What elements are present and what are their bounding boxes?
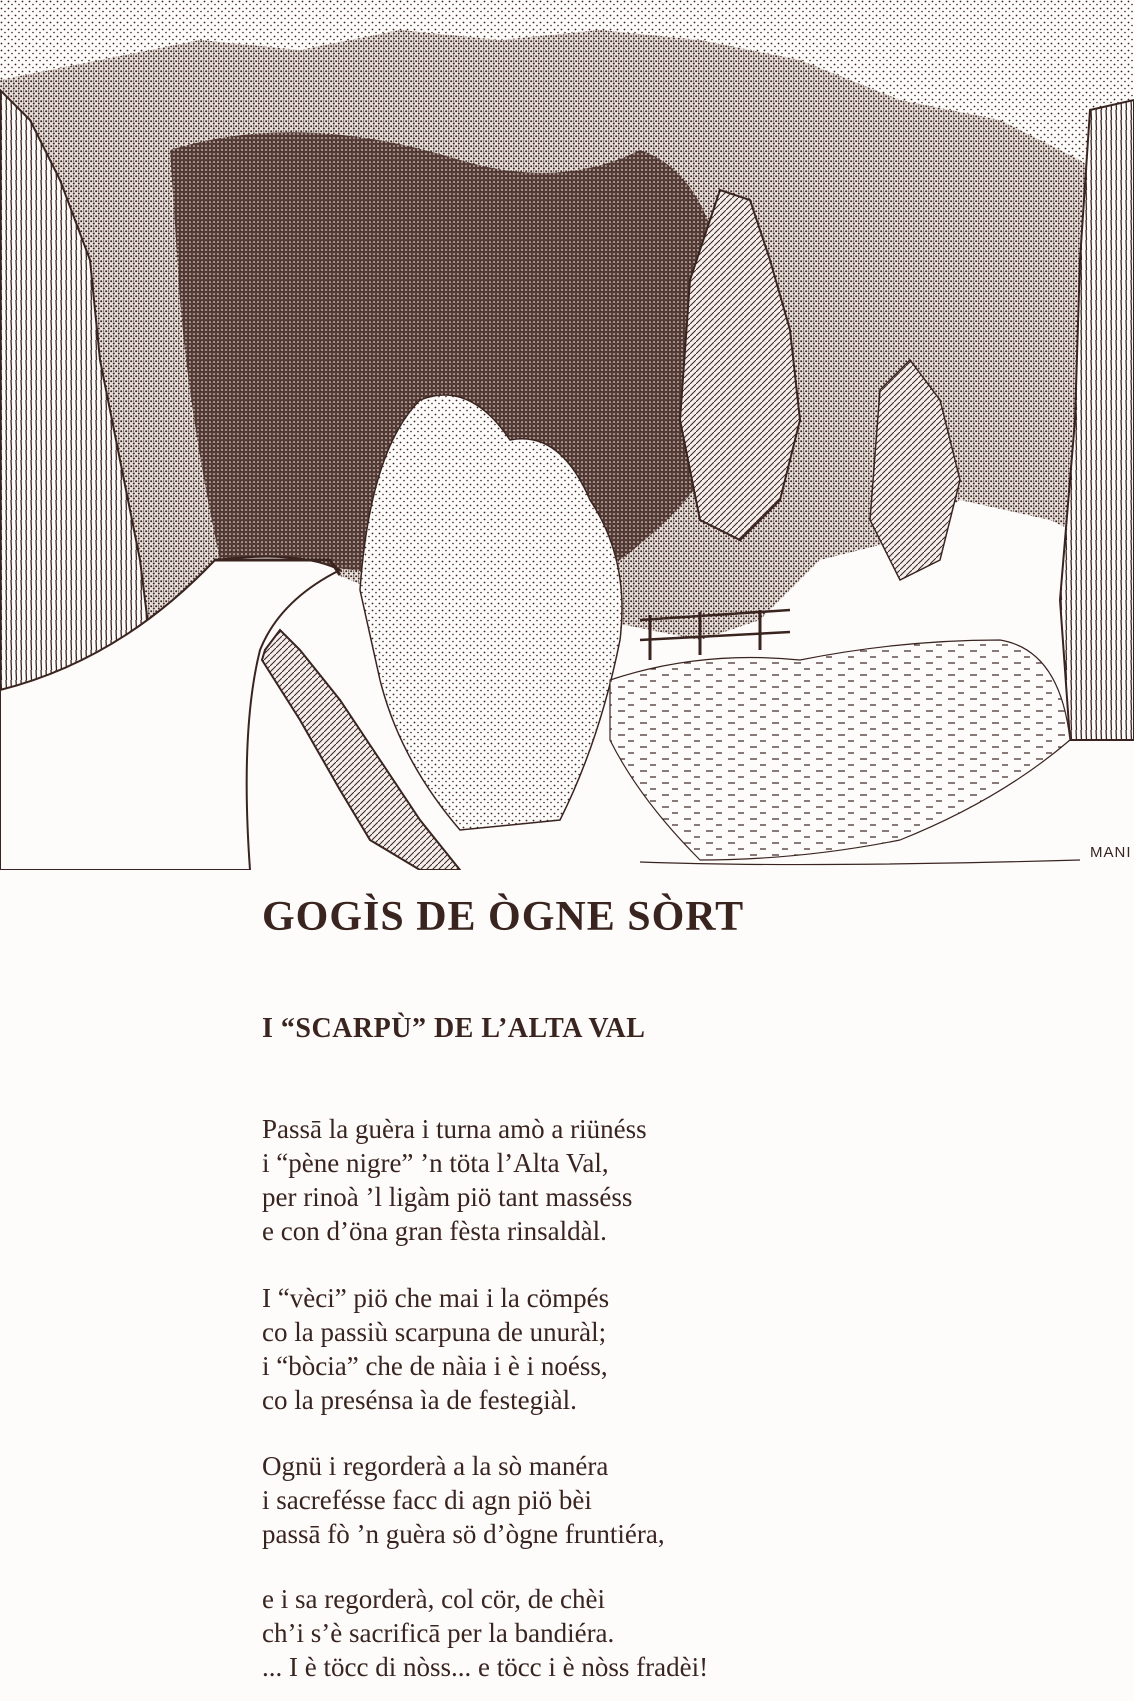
poem-line: Passā la guèra i turna amò a riünéss	[262, 1114, 647, 1144]
poem-line: passā fò ’n guèra sö d’ògne fruntiéra,	[262, 1519, 665, 1549]
poem-line: I “vèci” piö che mai i la cömpés	[262, 1283, 610, 1313]
poem-subtitle: I “SCARPÙ” DE L’ALTA VAL	[262, 1013, 646, 1044]
poem-stanza	[262, 1112, 647, 1248]
poem-line: per rinoà ’l ligàm piö tant masséss	[262, 1182, 633, 1212]
poem-line: Ognü i regorderà a la sò manéra	[262, 1451, 609, 1481]
poem-line: co la passiù scarpuna de unuràl;	[262, 1317, 607, 1347]
poem-line: e con d’öna gran fèsta rinsaldàl.	[262, 1216, 607, 1246]
poem-line: e i sa regorderà, col cör, de chèi	[262, 1584, 605, 1614]
poem-stanza	[262, 1281, 609, 1417]
poem-stanza	[262, 1449, 665, 1551]
poem-line: i “pène nigre” ’n töta l’Alta Val,	[262, 1148, 609, 1178]
artist-signature: MANI	[1090, 844, 1132, 861]
page-title: GOGÌS DE ÒGNE SÒRT	[262, 894, 745, 940]
poem-line: ch’i s’è sacrificā per la bandiéra.	[262, 1618, 615, 1648]
poem-stanza	[262, 1582, 708, 1684]
poem-line: i “bòcia” che de nàia i è i noéss,	[262, 1351, 608, 1381]
poem-line: ... I è töcc di nòss... e töcc i è nòss fradèi!	[262, 1652, 709, 1682]
poem-line: co la presénsa ìa de festegiàl.	[262, 1385, 577, 1415]
poem-line: i sacrefésse facc di agn piö bèi	[262, 1485, 592, 1515]
